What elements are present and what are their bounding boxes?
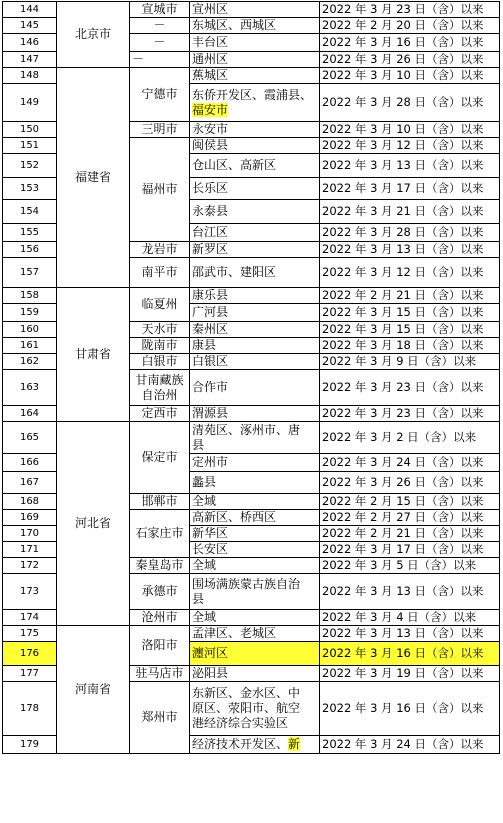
district-cell	[190, 224, 320, 242]
district-cell	[190, 304, 320, 322]
row-number: 144	[3, 2, 57, 18]
city-cell	[130, 34, 190, 52]
row-number: 156	[3, 242, 57, 258]
district-text: 广河县	[192, 305, 229, 319]
district-text: 长安区	[192, 542, 229, 556]
date-cell: 2022 年 3 月 12 日（含）以来	[320, 258, 500, 288]
date-cell: 2022 年 3 月 18 日（含）以来	[320, 338, 500, 354]
date-cell: 2022 年 3 月 21 日（含）以来	[320, 200, 500, 224]
district-text: 秦州区	[192, 322, 229, 336]
district-cell	[190, 574, 320, 610]
district-cell	[190, 2, 320, 18]
date-cell: 2022 年 3 月 13 日（含）以来	[320, 626, 500, 642]
row-number: 174	[3, 610, 57, 626]
city-name: 秦皇岛市	[135, 558, 184, 572]
city-name-line2: 自治州	[141, 387, 178, 402]
district-text: 全域	[192, 494, 217, 508]
row-number: 154	[3, 200, 57, 224]
row-number: 151	[3, 138, 57, 154]
city-name: －	[132, 52, 145, 66]
date-cell: 2022 年 3 月 13 日（含）以来	[320, 242, 500, 258]
city-name: 驻马店市	[135, 666, 184, 680]
city-cell	[130, 422, 190, 494]
date-cell: 2022 年 3 月 19 日（含）以来	[320, 666, 500, 682]
district-cell	[190, 138, 320, 154]
city-name: 临夏州	[141, 297, 178, 311]
row-number: 176	[3, 642, 57, 666]
district-cell	[190, 406, 320, 422]
district-text-line2: 福安市	[192, 102, 229, 117]
district-cell	[190, 242, 320, 258]
city-name: 陇南市	[141, 338, 178, 352]
district-text: 清苑区、涿州市、唐	[192, 422, 301, 437]
row-number: 157	[3, 258, 57, 288]
district-cell	[190, 200, 320, 224]
district-cell	[190, 472, 320, 494]
epidemic-area-table	[2, 1, 500, 754]
row-number: 164	[3, 406, 57, 422]
table-row	[3, 2, 500, 18]
city-name: 南平市	[141, 265, 178, 279]
district-text: 泌阳县	[192, 666, 229, 680]
row-number: 147	[3, 52, 57, 68]
city-name: 龙岩市	[141, 242, 178, 256]
city-cell	[130, 338, 190, 354]
province-cell: 福建省	[57, 68, 130, 288]
city-name: 白银市	[141, 354, 178, 368]
date-cell: 2022 年 3 月 4 日（含）以来	[320, 610, 500, 626]
district-cell	[190, 510, 320, 526]
city-cell	[130, 406, 190, 422]
district-text: 蕉城区	[192, 68, 229, 82]
district-cell	[190, 558, 320, 574]
district-text: 新华区	[192, 526, 229, 540]
city-name: 宁德市	[141, 87, 178, 101]
district-cell	[190, 682, 320, 736]
table-body	[3, 2, 500, 754]
date-cell: 2022 年 3 月 16 日（含）以来	[320, 34, 500, 52]
date-cell: 2022 年 3 月 24 日（含）以来	[320, 736, 500, 754]
city-name: 承德市	[141, 584, 178, 598]
row-number: 166	[3, 454, 57, 472]
date-cell: 2022 年 3 月 24 日（含）以来	[320, 454, 500, 472]
row-number: 173	[3, 574, 57, 610]
date-cell: 2022 年 3 月 13 日（含）以来	[320, 154, 500, 178]
city-name: 定西市	[141, 406, 178, 420]
city-name: 宣城市	[141, 2, 178, 16]
row-number: 167	[3, 472, 57, 494]
city-name: 邯郸市	[141, 494, 178, 508]
district-text: 仓山区、高新区	[192, 158, 277, 172]
row-number: 179	[3, 736, 57, 754]
district-text: 新罗区	[192, 242, 229, 256]
row-number: 165	[3, 422, 57, 454]
district-cell	[190, 494, 320, 510]
date-cell: 2022 年 2 月 20 日（含）以来	[320, 18, 500, 34]
province-cell: 河南省	[57, 626, 130, 754]
district-cell	[190, 370, 320, 406]
city-name: 沧州市	[141, 610, 178, 624]
city-name: 郑州市	[141, 710, 178, 724]
district-text: 合作市	[192, 380, 229, 394]
row-number: 172	[3, 558, 57, 574]
district-text-line3: 港经济综合实验区	[192, 716, 289, 730]
district-text: 长乐区	[192, 181, 229, 195]
district-text: 经济技术开发区、	[192, 737, 289, 751]
district-cell	[190, 542, 320, 558]
city-name: －	[153, 18, 166, 32]
date-cell: 2022 年 3 月 12 日（含）以来	[320, 138, 500, 154]
district-cell	[190, 338, 320, 354]
row-number: 155	[3, 224, 57, 242]
district-text: 宣州区	[192, 2, 229, 16]
district-cell	[190, 736, 320, 754]
row-number: 171	[3, 542, 57, 558]
row-number: 169	[3, 510, 57, 526]
city-cell	[130, 242, 190, 258]
district-cell	[190, 666, 320, 682]
district-text: 孟津区、老城区	[192, 626, 277, 640]
province-cell: 北京市	[57, 2, 130, 68]
row-number: 175	[3, 626, 57, 642]
row-number: 148	[3, 68, 57, 84]
date-cell: 2022 年 3 月 23 日（含）以来	[320, 2, 500, 18]
city-name: 天水市	[141, 322, 178, 336]
district-text: 东新区、金水区、中	[192, 686, 301, 700]
district-text-line2: 原区、荥阳市、航空	[192, 701, 301, 715]
district-text-line2: 县	[192, 437, 205, 452]
date-cell: 2022 年 3 月 16 日（含）以来	[320, 642, 500, 666]
district-cell	[190, 68, 320, 84]
district-text: 东城区、西城区	[192, 18, 277, 32]
row-number: 170	[3, 526, 57, 542]
district-text: 高新区、桥西区	[192, 510, 277, 524]
table-row	[3, 626, 500, 642]
district-text-line2: 县	[192, 591, 205, 606]
row-number: 152	[3, 154, 57, 178]
date-cell: 2022 年 2 月 27 日（含）以来	[320, 510, 500, 526]
table-row	[3, 422, 500, 454]
district-text: 渭源县	[192, 406, 229, 420]
city-cell	[130, 558, 190, 574]
date-cell: 2022 年 2 月 21 日（含）以来	[320, 288, 500, 304]
row-number: 149	[3, 84, 57, 122]
city-cell	[130, 370, 190, 406]
date-cell: 2022 年 3 月 15 日（含）以来	[320, 322, 500, 338]
city-cell	[130, 138, 190, 242]
row-number: 146	[3, 34, 57, 52]
city-name: －	[153, 35, 166, 49]
district-text: 通州区	[192, 52, 229, 66]
city-cell	[130, 52, 190, 68]
district-text: 蠡县	[192, 475, 217, 489]
row-number: 153	[3, 178, 57, 200]
row-number: 162	[3, 354, 57, 370]
date-cell: 2022 年 2 月 15 日（含）以来	[320, 494, 500, 510]
city-name: 福州市	[141, 182, 178, 196]
row-number: 158	[3, 288, 57, 304]
district-text: 闽侯县	[192, 138, 229, 152]
date-cell: 2022 年 3 月 10 日（含）以来	[320, 68, 500, 84]
city-cell	[130, 574, 190, 610]
district-cell	[190, 18, 320, 34]
district-cell	[190, 526, 320, 542]
district-text: 围场满族蒙古族自治	[192, 576, 301, 591]
city-name: 三明市	[141, 122, 178, 136]
district-text: 邵武市、建阳区	[192, 265, 277, 279]
city-cell	[130, 666, 190, 682]
district-text: 瀍河区	[192, 646, 229, 660]
table-row	[3, 68, 500, 84]
district-text: 东侨开发区、霞浦县、	[192, 87, 313, 102]
district-text: 康乐县	[192, 288, 229, 302]
date-cell: 2022 年 3 月 17 日（含）以来	[320, 178, 500, 200]
date-cell: 2022 年 3 月 15 日（含）以来	[320, 304, 500, 322]
row-number: 161	[3, 338, 57, 354]
row-number: 159	[3, 304, 57, 322]
row-number: 168	[3, 494, 57, 510]
city-cell	[130, 288, 190, 322]
district-text: 全域	[192, 610, 217, 624]
district-text: 白银区	[192, 354, 229, 368]
date-cell: 2022 年 3 月 5 日（含）以来	[320, 558, 500, 574]
date-cell: 2022 年 3 月 26 日（含）以来	[320, 472, 500, 494]
province-cell: 河北省	[57, 422, 130, 626]
district-cell	[190, 322, 320, 338]
district-text: 永安市	[192, 122, 229, 136]
district-cell	[190, 642, 320, 666]
row-number: 160	[3, 322, 57, 338]
city-cell	[130, 354, 190, 370]
row-number: 163	[3, 370, 57, 406]
district-cell	[190, 122, 320, 138]
city-name: 保定市	[141, 450, 178, 464]
district-text: 永泰县	[192, 204, 229, 218]
date-cell: 2022 年 3 月 16 日（含）以来	[320, 682, 500, 736]
date-cell: 2022 年 3 月 13 日（含）以来	[320, 574, 500, 610]
date-cell: 2022 年 3 月 26 日（含）以来	[320, 52, 500, 68]
city-cell	[130, 122, 190, 138]
city-cell	[130, 18, 190, 34]
district-text: 丰台区	[192, 35, 229, 49]
row-number: 145	[3, 18, 57, 34]
date-cell: 2022 年 3 月 2 日（含）以来	[320, 422, 500, 454]
city-name: 甘南藏族	[135, 372, 184, 387]
district-cell	[190, 258, 320, 288]
date-cell: 2022 年 3 月 23 日（含）以来	[320, 406, 500, 422]
district-cell	[190, 84, 320, 122]
province-cell: 甘肃省	[57, 288, 130, 422]
city-cell	[130, 626, 190, 666]
city-cell	[130, 610, 190, 626]
district-text: 定州市	[192, 455, 229, 469]
city-cell	[130, 2, 190, 18]
district-cell	[190, 288, 320, 304]
district-cell	[190, 626, 320, 642]
city-cell	[130, 510, 190, 558]
row-number: 178	[3, 682, 57, 736]
district-cell	[190, 610, 320, 626]
city-name: 洛阳市	[141, 638, 178, 652]
city-cell	[130, 68, 190, 122]
district-cell	[190, 354, 320, 370]
city-name: 石家庄市	[135, 526, 184, 540]
district-cell	[190, 154, 320, 178]
table-row	[3, 288, 500, 304]
district-cell	[190, 178, 320, 200]
row-number: 150	[3, 122, 57, 138]
district-text: 台江区	[192, 225, 229, 239]
district-text: 康县	[192, 338, 217, 352]
date-cell: 2022 年 3 月 28 日（含）以来	[320, 224, 500, 242]
row-number: 177	[3, 666, 57, 682]
district-cell	[190, 454, 320, 472]
city-cell	[130, 494, 190, 510]
date-cell: 2022 年 2 月 21 日（含）以来	[320, 526, 500, 542]
city-cell	[130, 682, 190, 754]
district-cell	[190, 34, 320, 52]
date-cell: 2022 年 3 月 28 日（含）以来	[320, 84, 500, 122]
city-cell	[130, 258, 190, 288]
district-text-line2: 新	[288, 737, 301, 751]
date-cell: 2022 年 3 月 10 日（含）以来	[320, 122, 500, 138]
district-cell	[190, 422, 320, 454]
date-cell: 2022 年 3 月 9 日（含）以来	[320, 354, 500, 370]
district-text: 全域	[192, 558, 217, 572]
date-cell: 2022 年 3 月 23 日（含）以来	[320, 370, 500, 406]
district-cell	[190, 52, 320, 68]
city-cell	[130, 322, 190, 338]
date-cell: 2022 年 3 月 17 日（含）以来	[320, 542, 500, 558]
